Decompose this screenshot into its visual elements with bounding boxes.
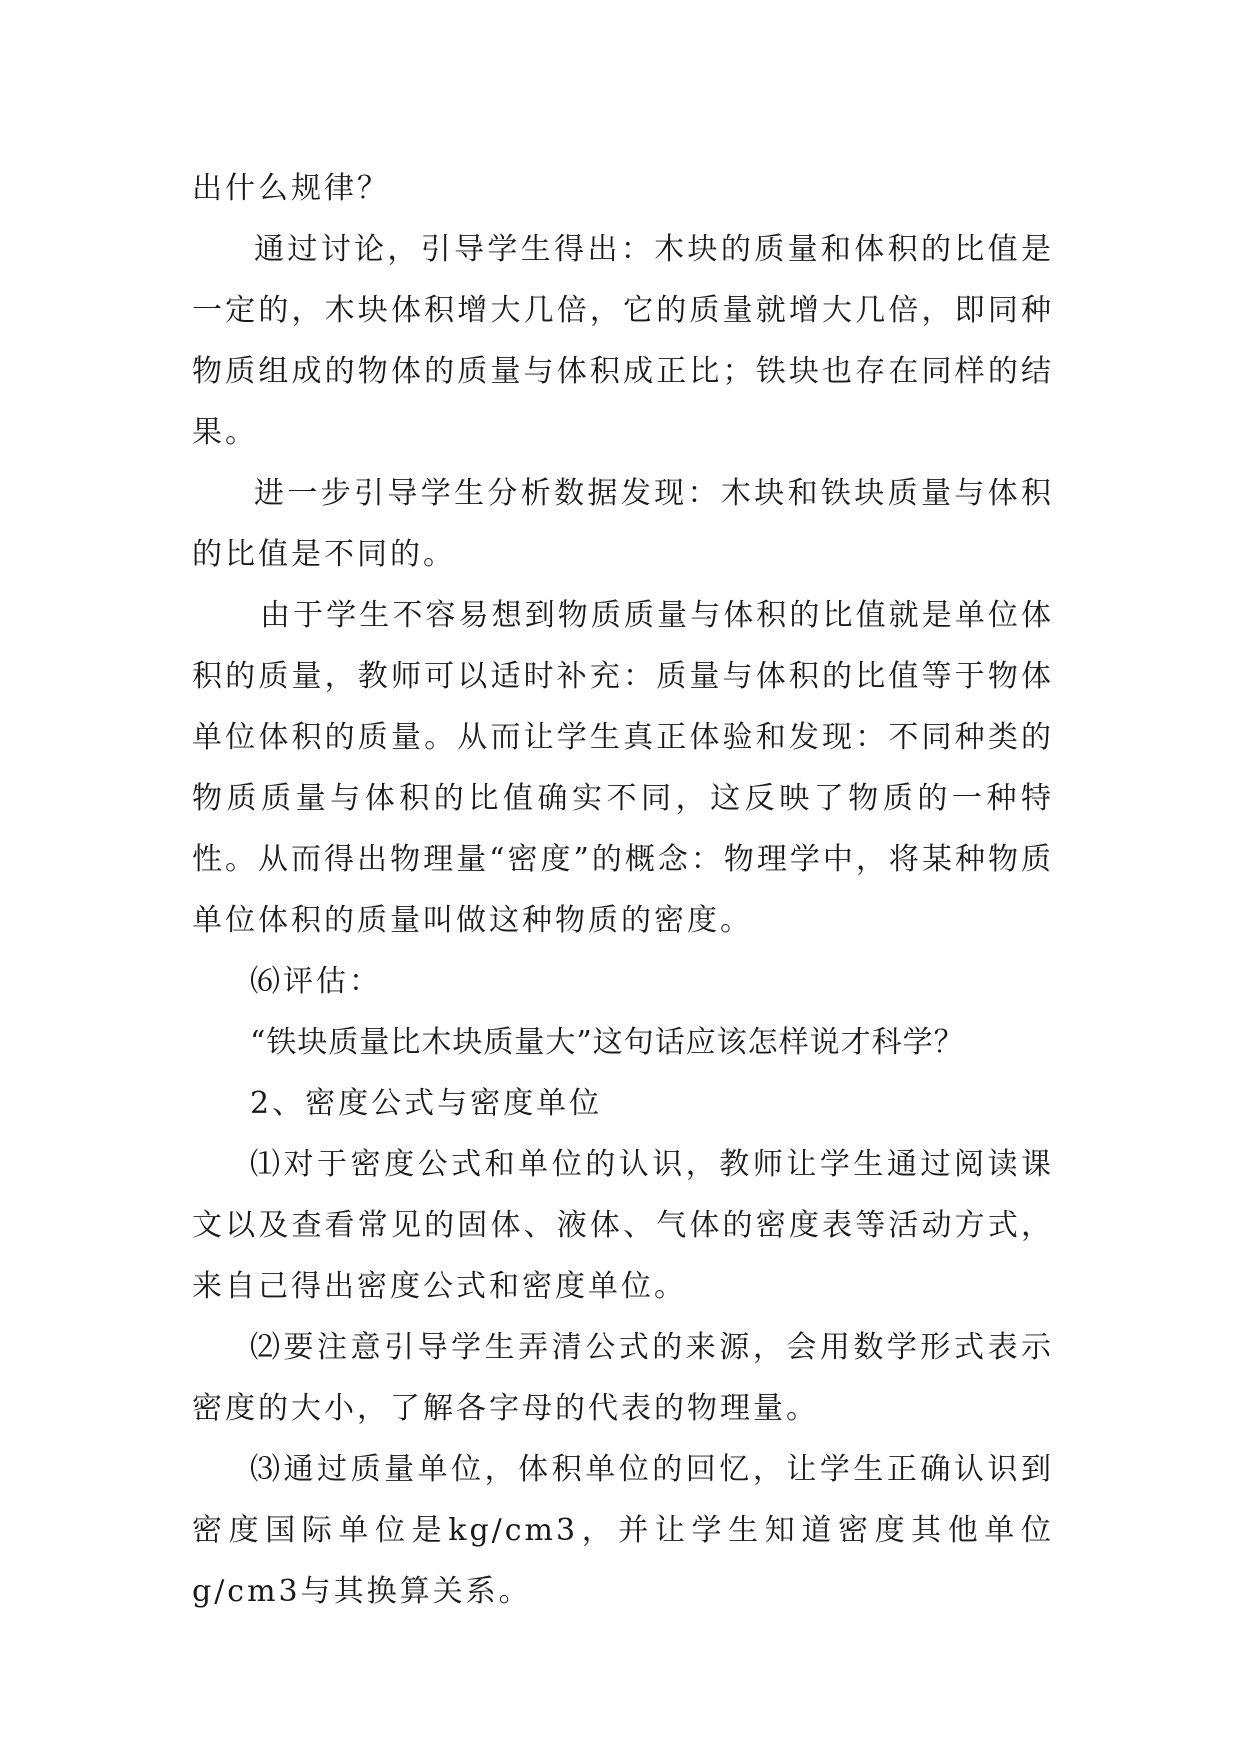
paragraph-formula-source: ⑵要注意引导学生弄清公式的来源，会用数学形式表示密度的大小，了解各字母的代表的物理量。: [192, 1330, 1054, 1426]
paragraph-formula-recognition: ⑴对于密度公式和单位的认识，教师让学生通过阅读课文以及查看常见的固体、液体、气体的密度表等活动方式，来自己得出密度公式和密度单位。: [192, 1147, 1054, 1304]
section-heading-density-formula: 2、密度公式与密度单位: [250, 1086, 603, 1121]
paragraph-density-concept: 由于学生不容易想到物质质量与体积的比值就是单位体积的质量，教师可以适时补充：质量与体积的比值等于物体单位体积的质量。从而让学生真正体验和发现：不同种类的物质质量与体积的比值确实不同，这反映了物质的一种特性。从而得出物理量“密度”的概念：物理学中，将某种物质单位体积的质量叫做这种物质的密度。: [192, 598, 1054, 938]
paragraph-continuation: 出什么规律？: [192, 171, 390, 206]
paragraph-evaluation-question: “铁块质量比木块质量大”这句话应该怎样说才科学？: [250, 1025, 965, 1060]
paragraph-discussion: 通过讨论，引导学生得出：木块的质量和体积的比值是一定的，木块体积增大几倍，它的质量就增大几倍，即同种物质组成的物体的质量与体积成正比；铁块也存在同样的结果。: [192, 232, 1054, 450]
paragraph-evaluation-heading: ⑹评估：: [250, 964, 382, 999]
document-body: [192, 158, 1054, 1622]
paragraph-analysis: 进一步引导学生分析数据发现：木块和铁块质量与体积的比值是不同的。: [192, 476, 1054, 572]
paragraph-unit-conversion: ⑶通过质量单位，体积单位的回忆，让学生正确认识到密度国际单位是kg/cm3，并让学生知道密度其他单位g/cm3与其换算关系。: [192, 1452, 1054, 1609]
